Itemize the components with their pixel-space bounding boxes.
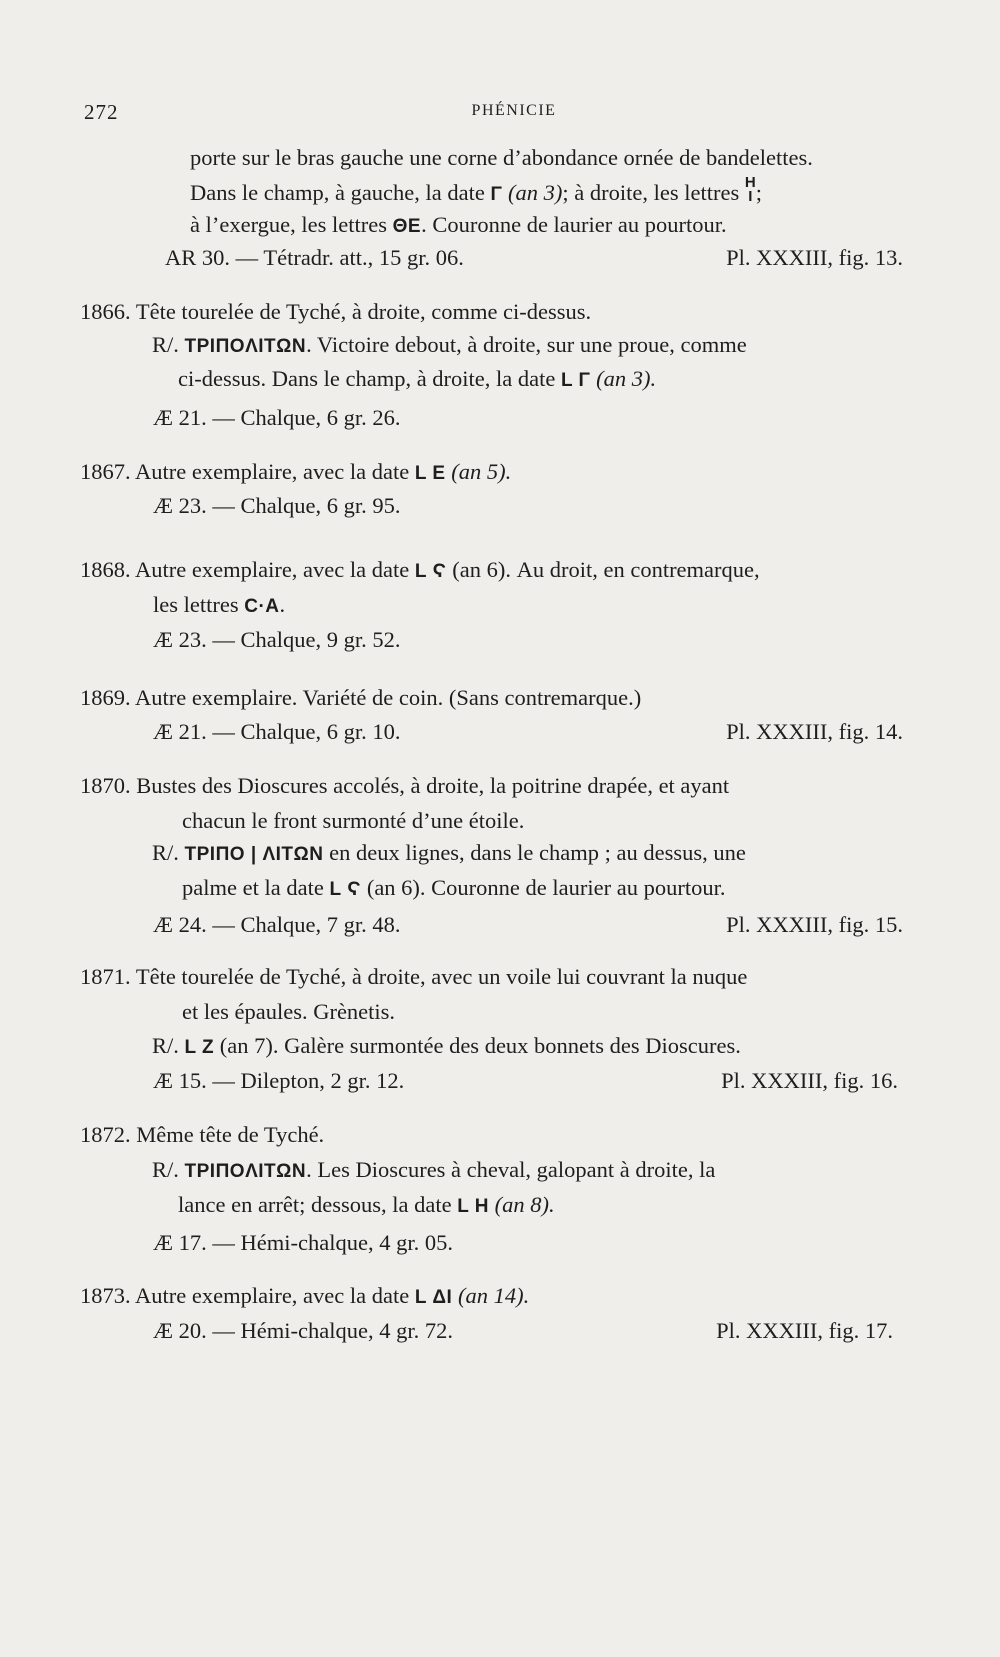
- text-line: R/. TPIΠOΛITΩN. Victoire debout, à droite, sur une proue, comme: [152, 332, 747, 357]
- entry-1869: 1869. Autre exemplaire. Variété de coin. (Sans contremarque.): [80, 685, 642, 710]
- text-line: et les épaules. Grènetis.: [182, 999, 396, 1024]
- text-line: R/. L Z (an 7). Galère surmontée des deux bonnets des Dioscures.: [152, 1033, 741, 1058]
- text-line: palme et la date L Ϛ (an 6). Couronne de laurier au pourtour.: [182, 875, 726, 900]
- text-line: Æ 23. — Chalque, 9 gr. 52.: [153, 627, 401, 652]
- text-line: Æ 23. — Chalque, 6 gr. 95.: [153, 493, 401, 518]
- text-line: porte sur le bras gauche une corne d’abondance ornée de bandelettes.: [190, 145, 813, 170]
- page-number: 272: [84, 100, 119, 124]
- entry-1871: 1871. Tête tourelée de Tyché, à droite, avec un voile lui couvrant la nuque: [80, 964, 748, 989]
- running-head: PHÉNICIE: [471, 102, 557, 119]
- text-line: lance en arrêt; dessous, la date L H (an 8).: [178, 1192, 555, 1217]
- text-line: Æ 17. — Hémi-chalque, 4 gr. 05.: [153, 1230, 453, 1255]
- text-line: Dans le champ, à gauche, la date Γ (an 3); à droite, les lettres H I ;: [190, 173, 762, 205]
- page-header: [84, 100, 944, 130]
- text-line: Æ 21. — Chalque, 6 gr. 10. Pl. XXXIII, fig. 14.: [153, 719, 903, 744]
- text-line: ci-dessus. Dans le champ, à droite, la date L Γ (an 3).: [178, 366, 657, 391]
- entry-1868: 1868. Autre exemplaire, avec la date L Ϛ (an 6). Au droit, en contremarque,: [80, 557, 760, 582]
- text-line: à l’exergue, les lettres ΘE. Couronne de laurier au pourtour.: [190, 212, 727, 237]
- entry-1872: 1872. Même tête de Tyché.: [80, 1122, 325, 1147]
- text-line: Æ 20. — Hémi-chalque, 4 gr. 72. Pl. XXXIII, fig. 17.: [153, 1318, 893, 1343]
- text-line: R/. TPIΠO | ΛITΩN en deux lignes, dans le champ ; au dessus, une: [152, 840, 746, 865]
- text-line: Æ 24. — Chalque, 7 gr. 48. Pl. XXXIII, fig. 15.: [153, 912, 903, 937]
- entry-1873: 1873. Autre exemplaire, avec la date L ΔI (an 14).: [80, 1283, 530, 1308]
- stacked-letters: H I: [744, 173, 756, 205]
- entry-1866: 1866. Tête tourelée de Tyché, à droite, comme ci-dessus.: [80, 299, 592, 324]
- entry-1867: 1867. Autre exemplaire, avec la date L E (an 5).: [80, 459, 512, 484]
- text-line: chacun le front surmonté d’une étoile.: [182, 808, 525, 833]
- text-line: Æ 15. — Dilepton, 2 gr. 12. Pl. XXXIII, fig. 16.: [153, 1068, 898, 1093]
- text-line: les lettres C·A.: [153, 592, 286, 617]
- text-line: Æ 21. — Chalque, 6 gr. 26.: [153, 405, 401, 430]
- text-line: AR 30. — Tétradr. att., 15 gr. 06. Pl. XXXIII, fig. 13.: [165, 245, 903, 270]
- entry-1870: 1870. Bustes des Dioscures accolés, à droite, la poitrine drapée, et ayant: [80, 773, 730, 798]
- text-line: R/. TPIΠOΛITΩN. Les Dioscures à cheval, galopant à droite, la: [152, 1157, 716, 1182]
